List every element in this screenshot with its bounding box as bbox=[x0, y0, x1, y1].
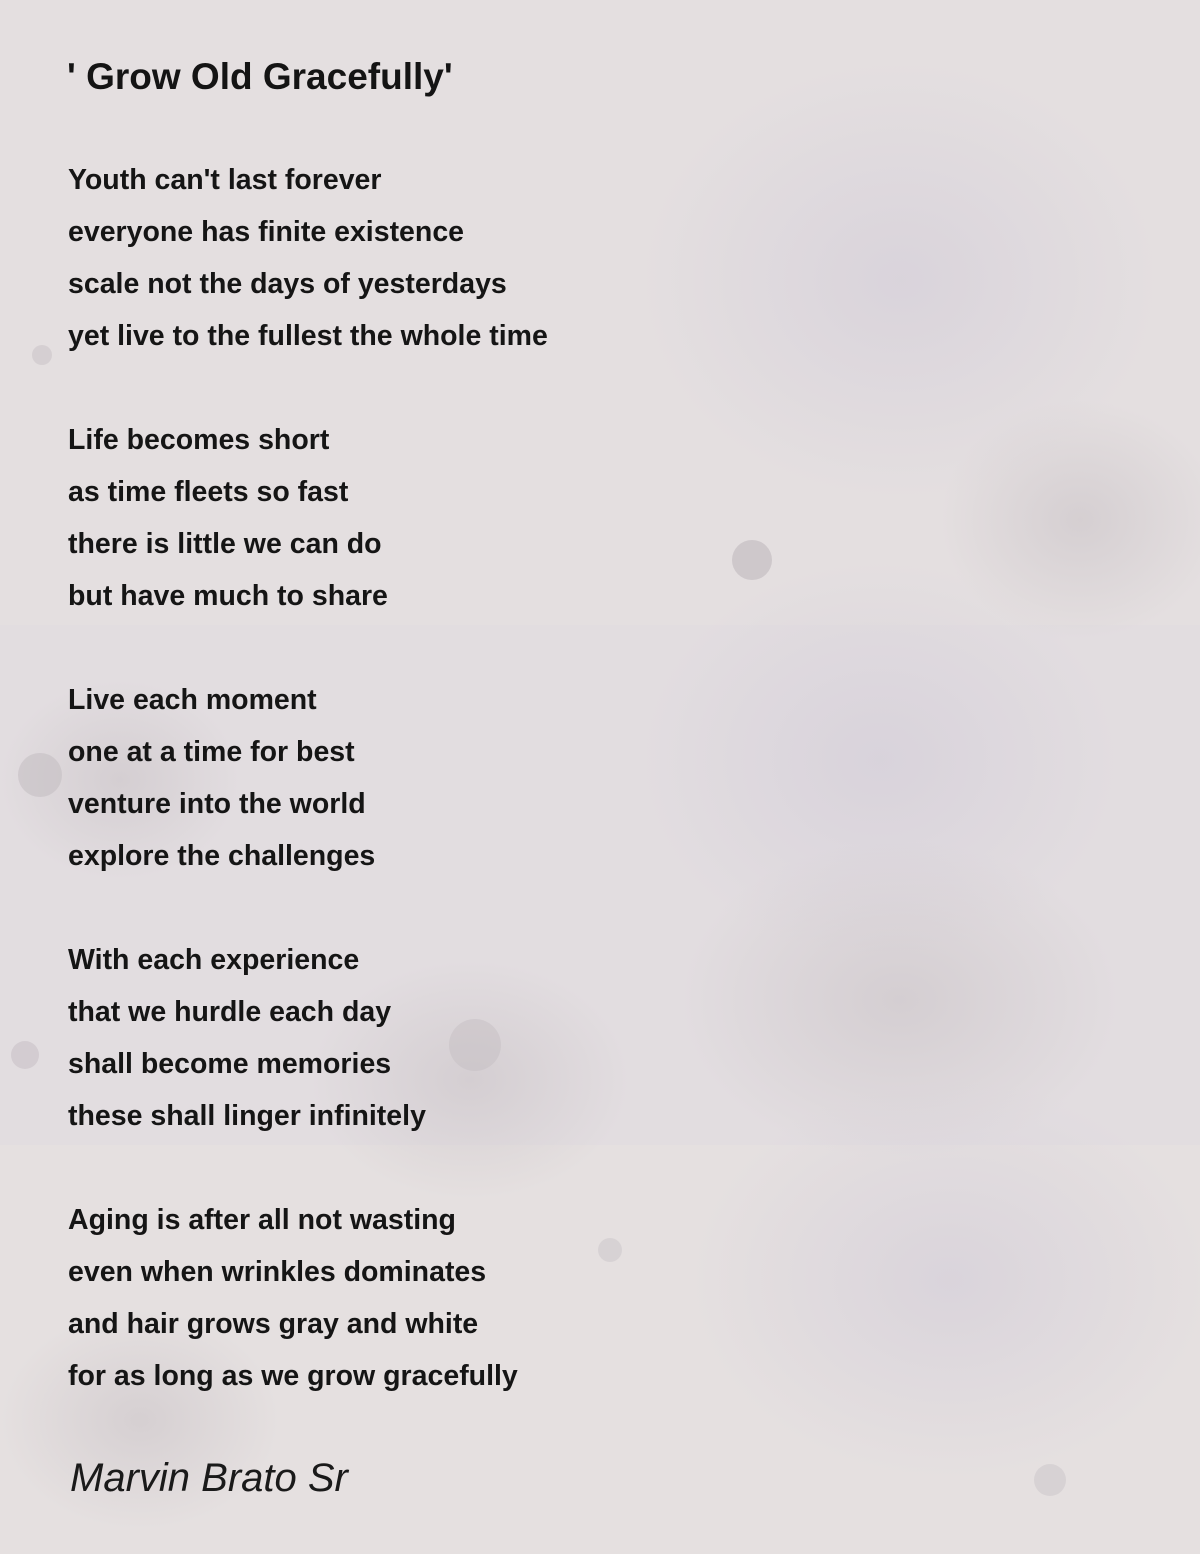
poem-line: Live each moment bbox=[68, 684, 317, 716]
poem-line: yet live to the fullest the whole time bbox=[68, 320, 548, 352]
poem-author: Marvin Brato Sr bbox=[70, 1456, 348, 1500]
stanza-1 bbox=[68, 154, 968, 362]
poem-line: and hair grows gray and white bbox=[68, 1308, 479, 1340]
stanza-5 bbox=[68, 1194, 968, 1402]
poem-line: With each experience bbox=[68, 944, 360, 976]
poem-line: there is little we can do bbox=[68, 528, 382, 560]
poem-line: Life becomes short bbox=[68, 424, 330, 456]
poem-line: these shall linger infinitely bbox=[68, 1100, 426, 1132]
poem-line: explore the challenges bbox=[68, 840, 376, 872]
stanza-3 bbox=[68, 674, 968, 882]
poem-line: for as long as we grow gracefully bbox=[68, 1360, 518, 1392]
poem-line: everyone has finite existence bbox=[68, 216, 465, 248]
poem-title: ' Grow Old Gracefully' bbox=[67, 56, 453, 97]
poem-line: scale not the days of yesterdays bbox=[68, 268, 507, 300]
poem-line: Youth can't last forever bbox=[68, 164, 382, 196]
poem-line: Aging is after all not wasting bbox=[68, 1204, 456, 1236]
poem-line: that we hurdle each day bbox=[68, 996, 392, 1028]
poem-line: but have much to share bbox=[68, 580, 388, 612]
poem-line: venture into the world bbox=[68, 788, 366, 820]
stanza-4 bbox=[68, 934, 968, 1142]
poem-line: one at a time for best bbox=[68, 736, 355, 768]
poem-body bbox=[68, 154, 968, 1454]
poem-line: shall become memories bbox=[68, 1048, 392, 1080]
poem-line: even when wrinkles dominates bbox=[68, 1256, 487, 1288]
stanza-2 bbox=[68, 414, 968, 622]
poem-line: as time fleets so fast bbox=[68, 476, 349, 508]
